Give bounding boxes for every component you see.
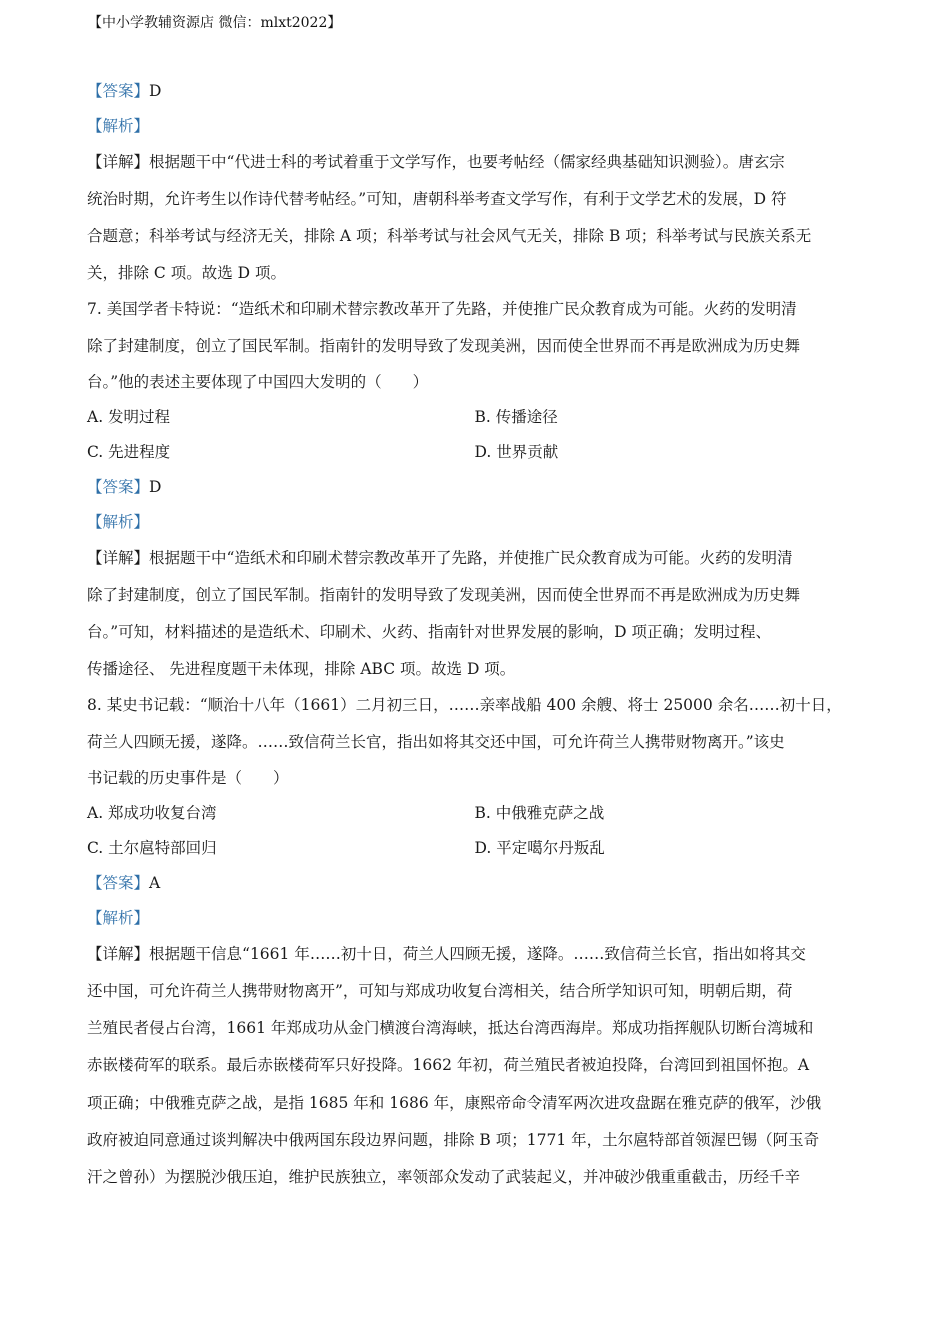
q7-options-row xyxy=(87,400,862,435)
q8-options-row xyxy=(87,796,862,831)
q6-detail-line: 合题意；科举考试与经济无关，排除 A 项；科举考试与社会风气无关，排除 B 项；科举考试与民族关系无 xyxy=(87,227,812,246)
q7-detail-line: 【详解】根据题干中“造纸术和印刷术替宗教改革开了先路，并使推广民众教育成为可能。火药的发明清 xyxy=(87,548,793,567)
source-header: 【中小学教辅资源店 微信：mlxt2022】 xyxy=(88,15,342,31)
q6-analysis-label: 【解析】 xyxy=(87,117,150,135)
q7-answer xyxy=(87,470,862,505)
answer-value: A xyxy=(149,873,161,892)
q8-stem-line: 荷兰人四顾无援，遂降。……致信荷兰长官，指出如将其交还中国，可允许荷兰人携带财物离开。”该史 xyxy=(87,732,785,751)
answer-value: D xyxy=(149,477,162,496)
q8-analysis-label: 【解析】 xyxy=(87,908,150,927)
detail-label: 【详解】 xyxy=(87,944,150,963)
q8-answer xyxy=(87,866,862,901)
q7-options-row xyxy=(87,435,862,470)
q7-option-b: B. 传播途径 xyxy=(474,407,558,426)
q7-stem-line: 除了封建制度，创立了国民军制。指南针的发明导致了发现美洲，因而使全世界而不再是欧洲成为历史舞 xyxy=(87,336,801,355)
q6-answer xyxy=(87,74,862,109)
q7-stem-line: 7. 美国学者卡特说：“造纸术和印刷术替宗教改革开了先路，并使推广民众教育成为可能。火药的发明清 xyxy=(87,299,797,318)
q8-stem-line: 8. 某史书记载：“顺治十八年（1661）二月初三日，……亲率战船 400 余艘、将士 25000 余名……初十日， xyxy=(87,695,842,714)
q6-detail-line: 统治时期，允许考生以作诗代替考帖经。”可知，唐朝科举考查文学写作，有利于文学艺术的发展，D 符 xyxy=(87,190,787,209)
q8-detail-line: 汗之曾孙）为摆脱沙俄压迫，维护民族独立，率领部众发动了武装起义，并冲破沙俄重重截击，历经千辛 xyxy=(87,1168,801,1186)
q6-detail-line: 【详解】根据题干中“代进士科的考试着重于文学写作，也要考帖经（儒家经典基础知识测验）。唐玄宗 xyxy=(87,153,785,171)
q8-option-c: C. 土尔扈特部回归 xyxy=(87,838,217,857)
answer-label: 【答案】 xyxy=(87,873,150,892)
q7-analysis-label: 【解析】 xyxy=(87,512,150,531)
q8-detail-line: 还中国，可允许荷兰人携带财物离开”，可知与郑成功收复台湾相关，结合所学知识可知，明朝后期，荷 xyxy=(87,982,793,1001)
q7-detail-line: 台。”可知，材料描述的是造纸术、印刷术、火药、指南针对世界发展的影响，D 项正确；发明过程、 xyxy=(87,623,772,642)
q7-detail-line: 除了封建制度，创立了国民军制。指南针的发明导致了发现美洲，因而使全世界而不再是欧洲成为历史舞 xyxy=(87,586,801,605)
document-body xyxy=(87,74,862,1196)
q8-detail-line: 政府被迫同意通过谈判解决中俄两国东段边界问题，排除 B 项；1771 年，土尔扈特部首领渥巴锡（阿玉奇 xyxy=(87,1130,820,1149)
q8-option-a: A. 郑成功收复台湾 xyxy=(87,803,217,822)
q8-option-d: D. 平定噶尔丹叛乱 xyxy=(474,838,605,857)
q8-detail-line: 【详解】根据题干信息“1661 年……初十日，荷兰人四顾无援，遂降。……致信荷兰长官，指出如将其交 xyxy=(87,944,806,963)
q8-stem-line: 书记载的历史事件是（ ） xyxy=(87,768,289,787)
q7-option-c: C. 先进程度 xyxy=(87,442,171,461)
q7-stem-line: 台。”他的表述主要体现了中国四大发明的（ ） xyxy=(87,372,429,391)
q8-detail-line: 兰殖民者侵占台湾，1661 年郑成功从金门横渡台湾海峡，抵达台湾西海岸。郑成功指挥舰队切断台湾城和 xyxy=(87,1019,814,1038)
answer-value: D xyxy=(149,82,162,100)
answer-label: 【答案】 xyxy=(87,477,150,496)
q7-option-d: D. 世界贡献 xyxy=(474,442,559,461)
q7-option-a: A. 发明过程 xyxy=(87,407,171,426)
q8-options-row xyxy=(87,831,862,866)
detail-label: 【详解】 xyxy=(87,548,150,567)
q8-detail-line: 赤嵌楼荷军的联系。最后赤嵌楼荷军只好投降。1662 年初，荷兰殖民者被迫投降，台湾回到祖国怀抱。A xyxy=(87,1056,810,1075)
answer-label: 【答案】 xyxy=(87,82,150,100)
q8-option-b: B. 中俄雅克萨之战 xyxy=(474,803,605,822)
q8-detail-line: 项正确；中俄雅克萨之战，是指 1685 年和 1686 年，康熙帝命令清军两次进攻盘踞在雅克萨的俄军，沙俄 xyxy=(87,1093,822,1112)
q7-detail-line: 传播途径、 先进程度题干未体现，排除 ABC 项。故选 D 项。 xyxy=(87,659,516,678)
detail-label: 【详解】 xyxy=(87,153,150,171)
q6-detail-line: 关，排除 C 项。故选 D 项。 xyxy=(87,263,286,282)
